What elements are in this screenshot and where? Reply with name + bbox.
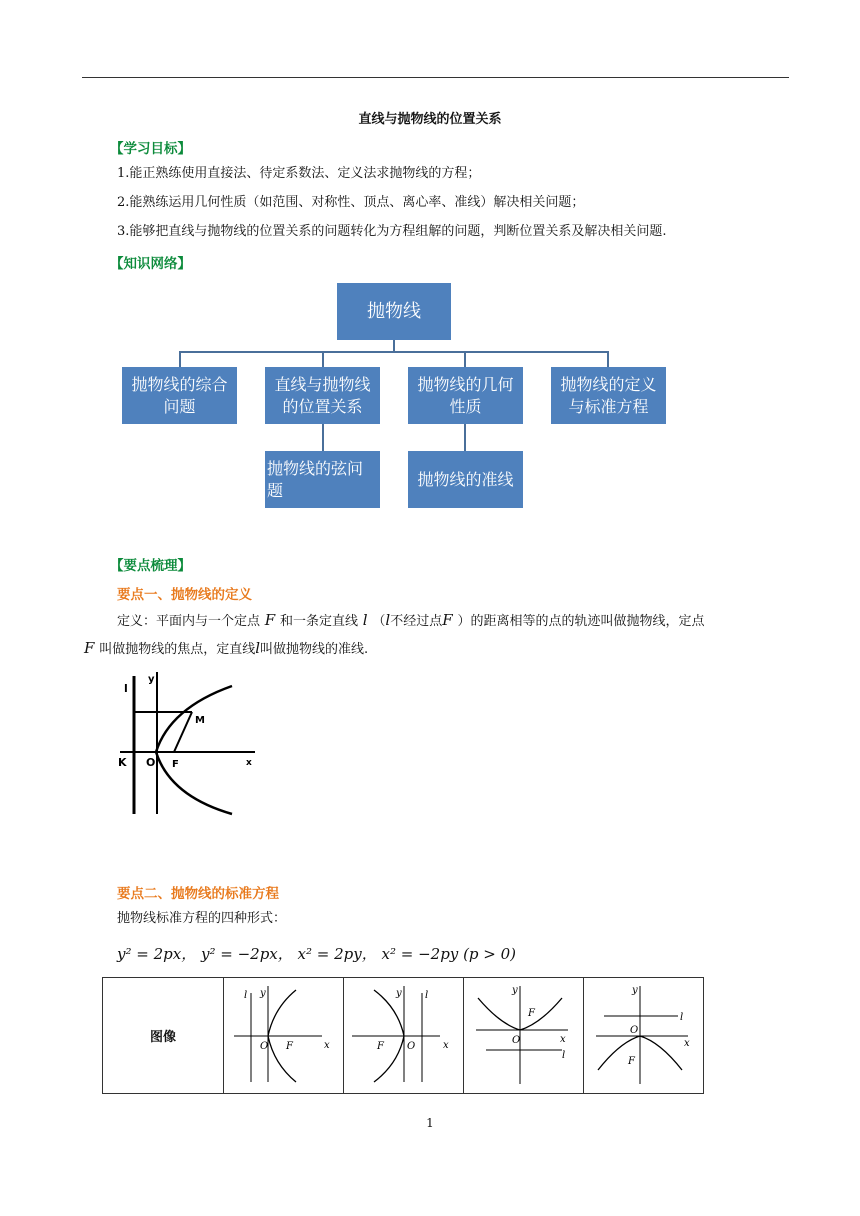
diagram-connector [179,351,609,353]
label-x: x [443,1040,449,1051]
definition-text: （ [372,614,386,629]
definition-text: ）的距离相等的点的轨迹叫做抛物线，定点 [457,614,705,629]
label-l: l [425,990,429,1001]
label-l: l [244,990,248,1001]
graph-cell-2 [344,978,464,1094]
page-number: 1 [426,1116,434,1130]
definition-text: 叫做抛物线的准线. [260,642,369,657]
graph-cell-1 [224,978,344,1094]
diagram-connector [464,424,466,451]
math-l: l [255,639,261,657]
diagram-node-line-relation: 直线与抛物线的位置关系 [265,367,380,424]
label-O: O [260,1041,269,1052]
label-K: K [118,756,127,769]
label-O: O [630,1025,639,1036]
definition-text: 叫做抛物线的焦点，定直线 [99,642,256,657]
math-F: F [84,639,95,657]
label-x: x [324,1040,330,1051]
graph-left-opening [344,978,463,1089]
label-O: O [512,1035,521,1046]
diagram-connector [322,424,324,451]
diagram-connector [322,351,324,367]
label-l: l [680,1012,684,1023]
goal-3: 3.能够把直线与抛物线的位置关系的问题转化为方程组解的问题，判断位置关系及解决相关问题. [117,224,667,239]
math-l: l [362,611,368,629]
equation-4: x² = −2py [381,945,459,963]
math-l: l [385,611,391,629]
diagram-connector [464,351,466,367]
section-goals-heading: 【学习目标】 [110,141,191,157]
diagram-connector [607,351,609,367]
graph-cell-3 [464,978,584,1094]
std-intro: 抛物线标准方程的四种形式： [117,911,287,926]
goal-2: 2.能熟练运用几何性质（如范围、对称性、顶点、离心率、准线）解决相关问题； [117,195,585,210]
diagram-connector [179,351,181,367]
label-y: y [260,988,266,999]
diagram-root: 抛物线 [337,283,451,340]
label-F: F [377,1041,384,1052]
label-O: O [407,1041,416,1052]
math-F: F [264,611,276,629]
equation-1: y² = 2px [117,945,182,963]
graph-cell-4 [584,978,704,1094]
label-x: x [246,758,252,768]
parabola-definition-figure [110,668,265,818]
diagram-node-geometry: 抛物线的几何性质 [408,367,523,424]
diagram-node-definition: 抛物线的定义与标准方程 [551,367,666,424]
diagram-node-chord: 抛物线的弦问题 [265,451,380,508]
row-label: 图像 [149,1030,176,1045]
label-F: F [286,1041,293,1052]
label-y: y [396,988,402,999]
label-l: l [124,682,128,695]
label-O: O [146,756,156,769]
table-row [103,978,704,1094]
equation-condition: (p > 0) [463,945,517,963]
parabola-curve [156,686,232,814]
standard-forms-table [102,977,704,1094]
label-y: y [512,985,518,996]
definition-text: 和一条定直线 [280,614,359,629]
page-title: 直线与抛物线的位置关系 [358,112,502,127]
point1-heading: 要点一、抛物线的定义 [117,587,252,603]
header-rule [82,77,789,78]
definition-line-2 [84,640,368,658]
label-F: F [172,759,179,770]
equations-line: y² = 2px， y² = −2px， x² = 2py， x² = −2py (p > 0) [117,945,517,963]
label-F: F [628,1056,635,1067]
label-F: F [528,1008,535,1019]
diagram-node-comprehensive: 抛物线的综合问题 [122,367,237,424]
definition-text: 定义：平面内与一个定点 [117,614,261,629]
equation-2: y² = −2px [200,945,278,963]
label-x: x [560,1034,566,1045]
label-y: y [632,985,638,996]
graph-down-opening [584,978,703,1089]
equation-3: x² = 2py [297,945,362,963]
definition-line-1 [117,612,704,630]
point2-heading: 要点二、抛物线的标准方程 [117,886,279,902]
section-points-heading: 【要点梳理】 [110,558,191,574]
label-x: x [684,1038,690,1049]
label-l: l [562,1050,566,1061]
graph-up-opening [464,978,583,1089]
graph-right-opening [224,978,343,1089]
goal-1: 1.能正熟练使用直接法、待定系数法、定义法求抛物线的方程； [117,166,481,181]
diagram-node-directrix: 抛物线的准线 [408,451,523,508]
row-label-cell [103,978,224,1094]
section-network-heading: 【知识网络】 [110,256,191,272]
math-F: F [442,611,453,629]
definition-text: 不经过点 [390,614,443,629]
label-y: y [148,674,155,685]
label-M: M [195,715,205,726]
